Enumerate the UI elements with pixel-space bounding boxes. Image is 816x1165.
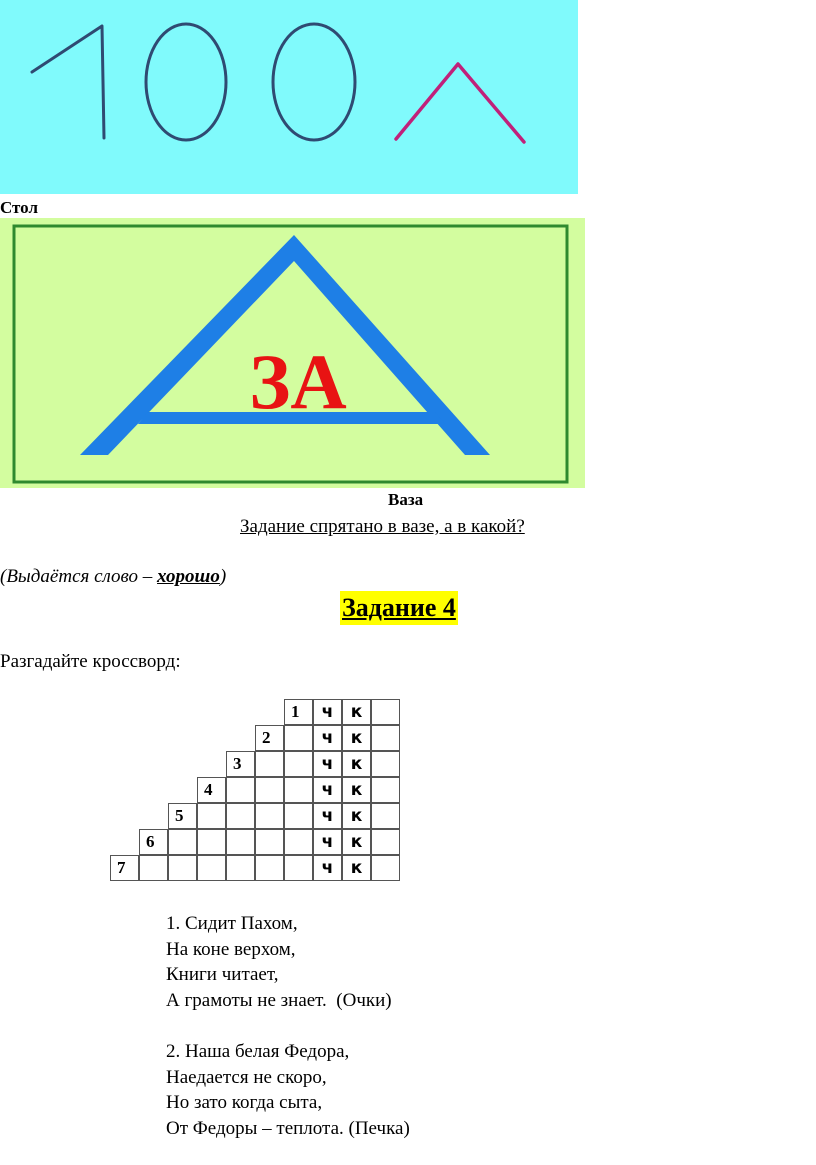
digit-one [32, 26, 104, 138]
crossword-cell [371, 829, 400, 855]
crossword-cell [284, 803, 313, 829]
crossword-cell [197, 803, 226, 829]
crossword-letter-cell: к [342, 725, 371, 751]
crossword-cell [371, 751, 400, 777]
riddle-line: От Федоры – теплота. (Печка) [166, 1117, 410, 1139]
label-vaza: Ваза [388, 490, 424, 509]
riddle-line: Книги читает, [166, 964, 279, 985]
crossword-number-cell: 7 [110, 855, 139, 881]
crossword-cell [255, 829, 284, 855]
rebus-image-100 [0, 0, 578, 194]
crossword-letter-cell: ч [313, 725, 342, 751]
riddle-line: Но зато когда сыта, [166, 1092, 323, 1113]
crossword-cell [226, 803, 255, 829]
riddle-line: 2. Наша белая Федора, [166, 1041, 350, 1062]
crossword-number-cell: 5 [168, 803, 197, 829]
crossword-letter-cell: ч [313, 855, 342, 881]
crossword-cell [197, 829, 226, 855]
riddle-2 [166, 1039, 410, 1141]
given-word-suffix: ) [219, 566, 227, 587]
caret-symbol [396, 64, 524, 142]
riddle-line: Наедается не скоро, [166, 1066, 327, 1088]
crossword-cell [284, 829, 313, 855]
crossword-cell [284, 777, 313, 803]
crossword-cell [284, 855, 313, 881]
crossword-cell [284, 751, 313, 777]
crossword-cell [255, 855, 284, 881]
crossword-letter-cell: ч [313, 777, 342, 803]
crossword-cell [168, 855, 197, 881]
crossword-number-cell: 3 [226, 751, 255, 777]
task-hint: Задание спрятано в вазе, а в какой? [240, 516, 525, 537]
label-stol: Стол [0, 198, 38, 217]
crossword-cell [371, 777, 400, 803]
digit-zero-2 [273, 24, 355, 140]
rebus-za-text: ЗА [249, 338, 347, 425]
crossword-cell [371, 855, 400, 881]
crossword-cell [226, 777, 255, 803]
crossword-number-cell: 6 [139, 829, 168, 855]
rebus-image-za [0, 218, 585, 488]
crossword-cell [139, 855, 168, 881]
crossword-cell [255, 803, 284, 829]
crossword-number-cell: 4 [197, 777, 226, 803]
crossword-prompt: Разгадайте кроссворд: [0, 651, 181, 672]
crossword-letter-cell: ч [313, 751, 342, 777]
crossword-cell [284, 725, 313, 751]
crossword-cell [168, 829, 197, 855]
riddle-1 [166, 911, 392, 1013]
riddle-line: На коне верхом, [166, 938, 296, 960]
crossword-grid [110, 699, 404, 887]
rebus-za-drawing [0, 218, 585, 488]
crossword-letter-cell: к [342, 855, 371, 881]
crossword-cell [371, 803, 400, 829]
crossword-cell [226, 855, 255, 881]
crossword-number-cell: 2 [255, 725, 284, 751]
crossword-cell [371, 725, 400, 751]
crossword-letter-cell: ч [313, 699, 342, 725]
crossword-cell [255, 751, 284, 777]
given-word-prefix: (Выдаётся слово – [0, 566, 158, 587]
crossword-letter-cell: ч [313, 803, 342, 829]
given-word-note [0, 566, 226, 588]
crossword-letter-cell: к [342, 829, 371, 855]
task-title: Задание 4 [340, 591, 458, 625]
crossword-letter-cell: ч [313, 829, 342, 855]
riddle-line: А грамоты не знает. (Очки) [166, 989, 392, 1011]
crossword-cell [197, 855, 226, 881]
digit-zero-1 [146, 24, 226, 140]
crossword-cell [226, 829, 255, 855]
given-word: хорошо [157, 566, 220, 587]
crossword-letter-cell: к [342, 777, 371, 803]
riddle-line: 1. Сидит Пахом, [166, 913, 298, 934]
crossword-cell [371, 699, 400, 725]
crossword-number-cell: 1 [284, 699, 313, 725]
rebus-100-drawing [0, 0, 578, 194]
crossword-letter-cell: к [342, 751, 371, 777]
crossword-letter-cell: к [342, 803, 371, 829]
crossword-cell [255, 777, 284, 803]
crossword-letter-cell: к [342, 699, 371, 725]
